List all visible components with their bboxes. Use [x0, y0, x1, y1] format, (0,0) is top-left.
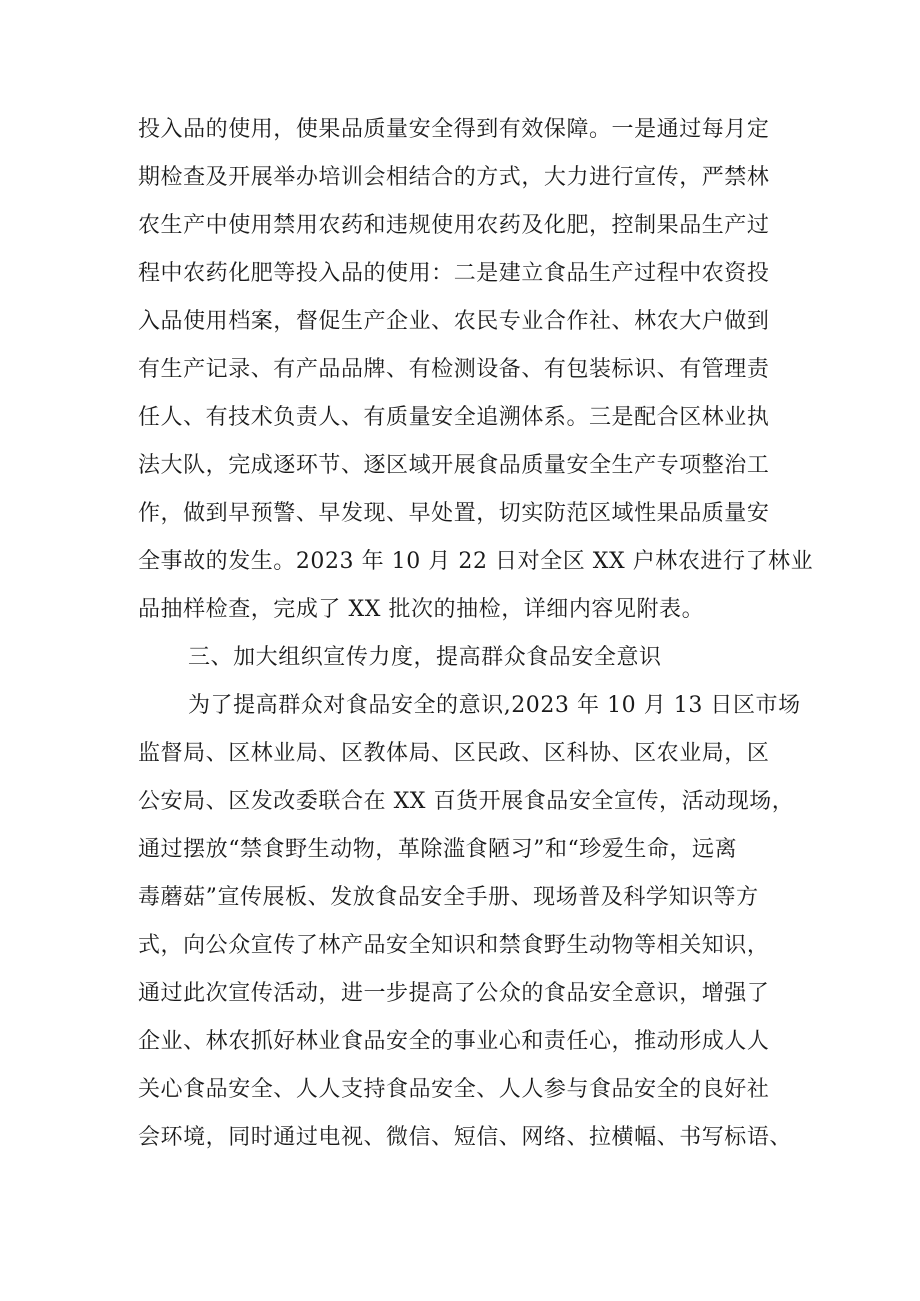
paragraph-line: 有生产记录、有产品品牌、有检测设备、有包装标识、有管理责: [138, 357, 770, 382]
paragraph-line: 投入品的使用，使果品质量安全得到有效保障。一是通过每月定: [138, 117, 770, 142]
paragraph-line: 监督局、区林业局、区教体局、区民政、区科协、区农业局，区: [138, 741, 770, 766]
paragraph-line: 品抽样检查，完成了 XX 批次的抽检，详细内容见附表。: [138, 597, 705, 622]
paragraph-line: 程中农药化肥等投入品的使用：二是建立食品生产过程中农资投: [138, 261, 770, 286]
paragraph-line: 农生产中使用禁用农药和违规使用农药及化肥，控制果品生产过: [138, 213, 770, 238]
paragraph-line: 通过此次宣传活动，进一步提高了公众的食品安全意识，增强了: [138, 981, 770, 1006]
paragraph-line: 会环境，同时通过电视、微信、短信、网络、拉横幅、书写标语、: [138, 1125, 792, 1150]
paragraph-line: 公安局、区发改委联合在 XX 百货开展食品安全宣传，活动现场，: [138, 789, 795, 814]
paragraph-line: 式，向公众宣传了林产品安全知识和禁食野生动物等相关知识，: [138, 933, 770, 958]
paragraph-line: 关心食品安全、人人支持食品安全、人人参与食品安全的良好社: [138, 1077, 770, 1102]
paragraph-first-line: 为了提高群众对食品安全的意识,2023 年 10 月 13 日区市场: [188, 693, 801, 718]
paragraph-line: 期检查及开展举办培训会相结合的方式，大力进行宣传，严禁林: [138, 165, 770, 190]
paragraph-line: 通过摆放“禁食野生动物，革除滥食陋习”和“珍爱生命，远离: [138, 837, 738, 862]
paragraph-line: 企业、林农抓好林业食品安全的事业心和责任心，推动形成人人: [138, 1029, 770, 1054]
paragraph-line: 法大队，完成逐环节、逐区域开展食品质量安全生产专项整治工: [138, 453, 770, 478]
section-heading: 三、加大组织宣传力度，提高群众食品安全意识: [188, 645, 662, 670]
paragraph-line: 毒蘑菇”宣传展板、发放食品安全手册、现场普及科学知识等方: [138, 885, 759, 910]
paragraph-line: 入品使用档案，督促生产企业、农民专业合作社、林农大户做到: [138, 309, 770, 334]
paragraph-line: 作，做到早预警、早发现、早处置，切实防范区域性果品质量安: [138, 501, 770, 526]
paragraph-line: 全事故的发生。2023 年 10 月 22 日对全区 XX 户林农进行了林业: [138, 549, 814, 574]
paragraph-line: 任人、有技术负责人、有质量安全追溯体系。三是配合区林业执: [138, 405, 770, 430]
